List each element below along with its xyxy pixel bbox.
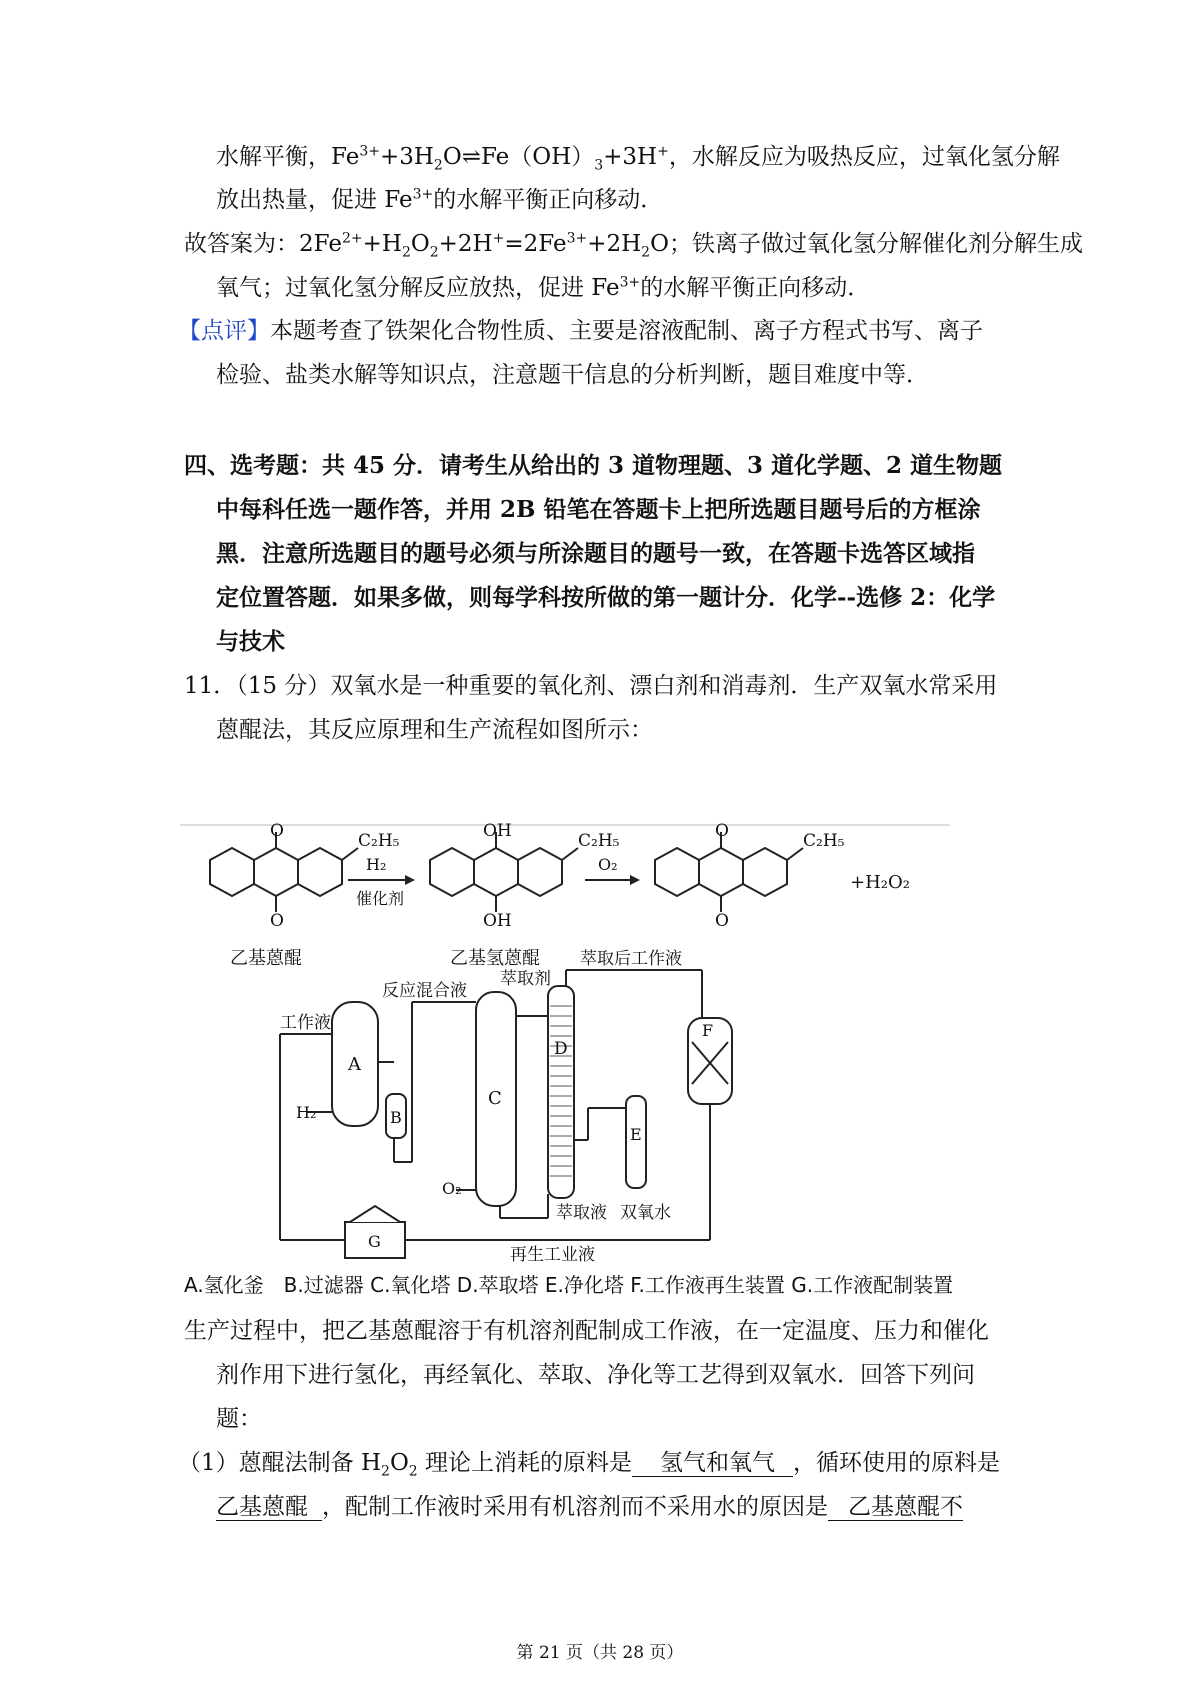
label-working-liquid: 工作液 — [280, 1013, 331, 1033]
comment-tag: 【点评】 — [178, 318, 270, 344]
label-post-extraction-liquid: 萃取后工作液 — [580, 949, 682, 969]
label-reaction-mixture: 反应混合液 — [382, 981, 467, 1001]
subscript: 2 — [408, 1463, 418, 1480]
text: =2Fe — [504, 231, 567, 257]
arrow-1-head — [405, 875, 415, 885]
hydrolysis-line-1 — [216, 142, 1060, 172]
molecule-1-ethyl: C₂H₅ — [358, 831, 400, 851]
section-4-line-1: 四、选考题：共 45 分．请考生从给出的 3 道物理题、3 道化学题、2 道生物题 — [184, 452, 1003, 479]
text: ，水解反应为吸热反应，过氧化氢分解 — [668, 144, 1060, 170]
answer-blank-reason: 乙基蒽醌不 — [828, 1494, 963, 1521]
comment-line-2: 检验、盐类水解等知识点，注意题干信息的分析判断，题目难度中等． — [216, 362, 929, 388]
question-11-line-1: 11．（15 分）双氧水是一种重要的氧化剂、漂白剂和消毒剂．生产双氧水常采用 — [184, 673, 998, 699]
text: 本题考查了铁架化合物性质、主要是溶液配制、离子方程式书写、离子 — [270, 318, 983, 344]
hydrogen-peroxide-product: +H₂O₂ — [850, 872, 910, 893]
ethylanthraquinone-structure — [210, 832, 358, 912]
regeneration-unit-label: F — [702, 1021, 714, 1040]
text: +H — [362, 231, 402, 257]
subscript: 2 — [401, 244, 411, 261]
superscript: 3+ — [566, 230, 588, 247]
text: +2H — [587, 231, 642, 257]
label-extractant: 萃取剂 — [500, 969, 551, 989]
molecule-2-name: 乙基氢蒽醌 — [450, 948, 540, 969]
subscript: 2 — [429, 244, 439, 261]
text: +3H — [379, 144, 434, 170]
text: O — [410, 231, 430, 257]
arrow-2-head — [630, 875, 640, 885]
section-4-line-4: 定位置答题．如果多做，则每学科按所做的第一题计分．化学--选修 2：化学 — [216, 584, 996, 611]
superscript: + — [657, 143, 669, 160]
arrow-2-reagent: O₂ — [598, 855, 618, 874]
text: 放出热量，促进 Fe — [216, 187, 413, 213]
arrow-1-reagent: H₂ — [366, 855, 387, 874]
label-hydrogen-peroxide: 双氧水 — [620, 1203, 671, 1223]
figure-caption: A.氢化釜 B.过滤器 C.氧化塔 D.萃取塔 E.净化塔 F.工作液再生装置 G.工作液配制装置 — [184, 1273, 954, 1297]
section-4-line-5: 与技术 — [216, 628, 285, 655]
arrow-1-catalyst: 催化剂 — [356, 889, 405, 908]
text: 氧气；过氧化氢分解反应放热，促进 Fe — [216, 275, 620, 301]
answer-blank-recycled-material: 乙基蒽醌 — [216, 1494, 322, 1521]
text: +3H — [603, 144, 658, 170]
subscript: 2 — [433, 157, 443, 174]
answer-line-1 — [184, 229, 1083, 259]
text: 水解平衡，Fe — [216, 144, 360, 170]
section-4-line-2: 中每科任选一题作答，并用 2B 铅笔在答题卡上把所选题目题号后的方框涂 — [216, 496, 981, 523]
ethylanthraquinone-product-structure — [655, 832, 803, 912]
preparation-unit-label: G — [368, 1232, 381, 1251]
superscript: 2+ — [341, 230, 363, 247]
superscript: 3+ — [619, 274, 641, 291]
molecule-3-oxygen-bottom: O — [715, 911, 729, 931]
page-footer: 第 21 页（共 28 页） — [516, 1643, 684, 1663]
answer-line-2 — [216, 273, 870, 303]
oxidation-tower-label: C — [488, 1088, 502, 1109]
molecule-3-oxygen-top: O — [715, 822, 729, 841]
molecule-2-hydroxyl-top: OH — [483, 822, 512, 841]
molecule-1-oxygen-bottom: O — [270, 911, 284, 931]
text: ，循环使用的原料是 — [793, 1450, 1001, 1476]
text: ，配制工作液时采用有机溶剂而不采用水的原因是 — [322, 1494, 828, 1520]
text: （1）蒽醌法制备 H — [178, 1450, 382, 1476]
text: 理论上消耗的原料是 — [417, 1450, 633, 1476]
superscript: 3+ — [359, 143, 380, 160]
extraction-tower-label: D — [554, 1039, 568, 1059]
ethylanthrahydroquinone-structure — [430, 832, 578, 912]
molecule-2-ethyl: C₂H₅ — [578, 831, 620, 851]
text: 的水解平衡正向移动． — [640, 275, 871, 301]
molecule-1-oxygen-top: O — [270, 822, 284, 841]
hydrolysis-line-2 — [216, 185, 663, 215]
label-regenerated-liquid: 再生工业液 — [510, 1245, 595, 1265]
subquestion-1-line-2 — [216, 1492, 963, 1522]
molecule-3-ethyl: C₂H₅ — [803, 831, 845, 851]
section-4-line-3: 黑．注意所选题目的题号必须与所涂题目的题号一致，在答题卡选答区域指 — [216, 540, 975, 567]
text: 故答案为：2Fe — [184, 231, 342, 257]
molecule-2-hydroxyl-bottom: OH — [483, 911, 512, 931]
superscript: + — [492, 230, 505, 247]
text: 的水解平衡正向移动． — [433, 187, 664, 213]
text: O — [389, 1450, 409, 1476]
subquestion-1-line-1 — [178, 1448, 1000, 1478]
question-11-line-2: 蒽醌法，其反应原理和生产流程如图所示： — [216, 717, 653, 743]
label-h2-inlet: H₂ — [296, 1103, 317, 1122]
subscript: 2 — [381, 1463, 390, 1480]
text: O⇌Fe（OH） — [442, 144, 595, 170]
process-line-3: 题： — [216, 1406, 262, 1432]
subscript: 2 — [641, 244, 651, 261]
comment-line-1 — [178, 316, 983, 346]
molecule-1-name: 乙基蒽醌 — [230, 948, 302, 969]
answer-blank-raw-materials: 氢气和氧气 — [632, 1450, 793, 1477]
process-line-2: 剂作用下进行氢化，再经氧化、萃取、净化等工艺得到双氧水．回答下列问 — [216, 1362, 975, 1388]
subscript: 3 — [594, 157, 604, 174]
text: +2H — [438, 231, 493, 257]
purification-tower-label: E — [630, 1125, 642, 1144]
process-line-1: 生产过程中，把乙基蒽醌溶于有机溶剂配制成工作液，在一定温度、压力和催化 — [184, 1318, 989, 1344]
hydrogenation-kettle-label: A — [348, 1054, 361, 1075]
filter-label: B — [390, 1108, 402, 1127]
label-extract: 萃取液 — [556, 1203, 607, 1223]
superscript: 3+ — [412, 186, 434, 203]
text: O；铁离子做过氧化氢分解催化剂分解生成 — [650, 231, 1083, 257]
label-o2-inlet: O₂ — [442, 1179, 462, 1198]
anthraquinone-process-figure — [180, 822, 960, 1266]
